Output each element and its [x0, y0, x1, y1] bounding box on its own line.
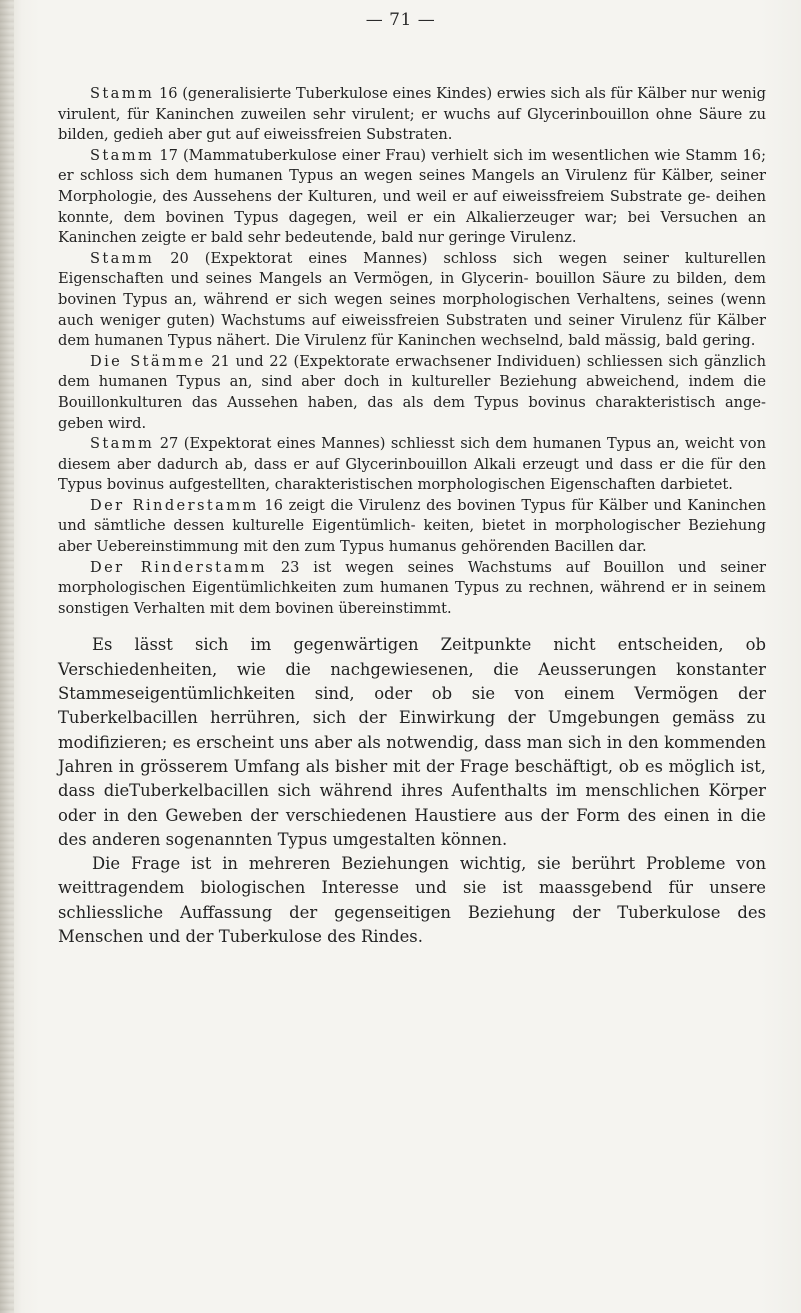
conclusion-paragraph: Die Frage ist in mehreren Beziehungen wichtig, sie berührt Probleme von weittragendem biologischen Interesse und sie ist maassgebend für unsere schliessliche Auffassung der gegenseitigen Beziehung der Tuberkulose des Menschen und der Tuberkulose des Rindes.: [58, 854, 766, 946]
paragraph-text: 16 (generalisierte Tuberkulose eines Kindes) erwies sich als für Kälber nur wenig virulent, für Kaninchen zuweilen sehr virulent; er wuchs auf Glycerinbouillon ohne Säure zu bilden, gedieh aber gut auf eiweissfreien Substraten.: [58, 85, 766, 144]
conclusion-section: [58, 633, 766, 949]
paragraph-rinderstamm-16: [58, 496, 766, 558]
page-number: — 71 —: [365, 10, 436, 30]
page-binding-edge: [0, 0, 14, 1313]
paragraph-text: 23 ist wegen seines Wachstums auf Bouillon und seiner morphologischen Eigentümlichkeiten zum humanen Typus zu rechnen, während er in seinem sonstigen Verhalten mit dem bovinen übereinstimmt.: [58, 558, 766, 617]
paragraph-lead: Stamm: [90, 146, 155, 164]
paragraph-text: 27 (Expektorat eines Mannes) schliesst sich dem humanen Typus an, weicht von diesem aber dadurch ab, dass er auf Glycerinbouillon Alkali erzeugt und dass er die für den Typus bovinus aufgestellten, charakteristischen morphologischen Eigenschaften darbietet.: [58, 435, 766, 494]
paragraph-stamm-17: [58, 146, 766, 249]
paragraph-staemme-21-22: [58, 352, 766, 434]
strain-descriptions: [58, 84, 766, 619]
paragraph-text: 16 zeigt die Virulenz des bovinen Typus für Kälber und Kaninchen und sämtliche dessen kulturelle Eigentümlich- keiten, bietet in morphologischer Beziehung aber Uebereinstimmung mit den zum Typus humanus gehörenden Bacillen dar.: [58, 496, 766, 556]
paragraph-stamm-16: [58, 84, 766, 146]
body-text: [58, 84, 766, 949]
paragraph-lead: Die Stämme: [90, 352, 206, 370]
paragraph-text: 21 und 22 (Expektorate erwachsener Individuen) schliessen sich gänzlich dem humanen Typus an, sind aber doch in kultureller Beziehung abweichend, indem die Bouillonkulturen das Aussehen haben, das als dem Typus bovinus charakteristisch ange- geben wird.: [58, 352, 766, 432]
paragraph-stamm-20: [58, 249, 766, 352]
paragraph-text: 17 (Mammatuberkulose einer Frau) verhielt sich im wesentlichen wie Stamm 16; er schloss sich dem humanen Typus an wegen seines Mangels an Virulenz für Kälber, seiner Morphologie, des Aussehens der Kulturen, und weil er auf eiweissfreiem Substrate ge- deihen konnte, dem bovinen Typus dagegen, weil er ein Alkalierzeuger war; bei Versuchen an Kaninchen zeigte er bald sehr bedeutende, bald nur geringe Virulenz.: [58, 146, 766, 247]
paragraph-rinderstamm-23: [58, 558, 766, 620]
paragraph-lead: Der Rinderstamm: [90, 496, 259, 514]
paragraph-lead: Stamm: [90, 249, 155, 267]
paragraph-lead: Der Rinderstamm: [90, 558, 267, 576]
paragraph-text: 20 (Expektorat eines Mannes) schloss sich wegen seiner kulturellen Eigenschaften und seines Mangels an Vermögen, in Glycerin- bouillon Säure zu bilden, dem bovinen Typus an, während er sich wegen seines morphologischen Verhaltens, seines (wenn auch weniger guten) Wachstums auf eiweissfreien Substraten und seiner Virulenz für Kälber dem humanen Typus nähert. Die Virulenz für Kaninchen wechselnd, bald mässig, bald gering.: [58, 249, 766, 350]
paragraph-stamm-27: [58, 434, 766, 496]
paragraph-lead: Stamm: [90, 435, 155, 453]
conclusion-paragraph: Es lässt sich im gegenwärtigen Zeitpunkte nicht entscheiden, ob Verschiedenheiten, wie die nachgewiesenen, die Aeusserungen konstanter Stammeseigentümlichkeiten sind, oder ob sie von einem Vermögen der Tuberkelbacillen herrühren, sich der Einwirkung der Umgebungen gemäss zu modifizieren; es erscheint uns aber als notwendig, dass man sich in den kommenden Jahren in grösserem Umfang als bisher mit der Frage beschäftigt, ob es möglich ist, dass dieTuberkelbacillen sich während ihres Aufenthalts im menschlichen Körper oder in den Geweben der verschiedenen Haustiere aus der Form des einen in die des anderen sogenannten Typus umgestalten können.: [58, 635, 766, 849]
paragraph-lead: Stamm: [90, 85, 155, 102]
